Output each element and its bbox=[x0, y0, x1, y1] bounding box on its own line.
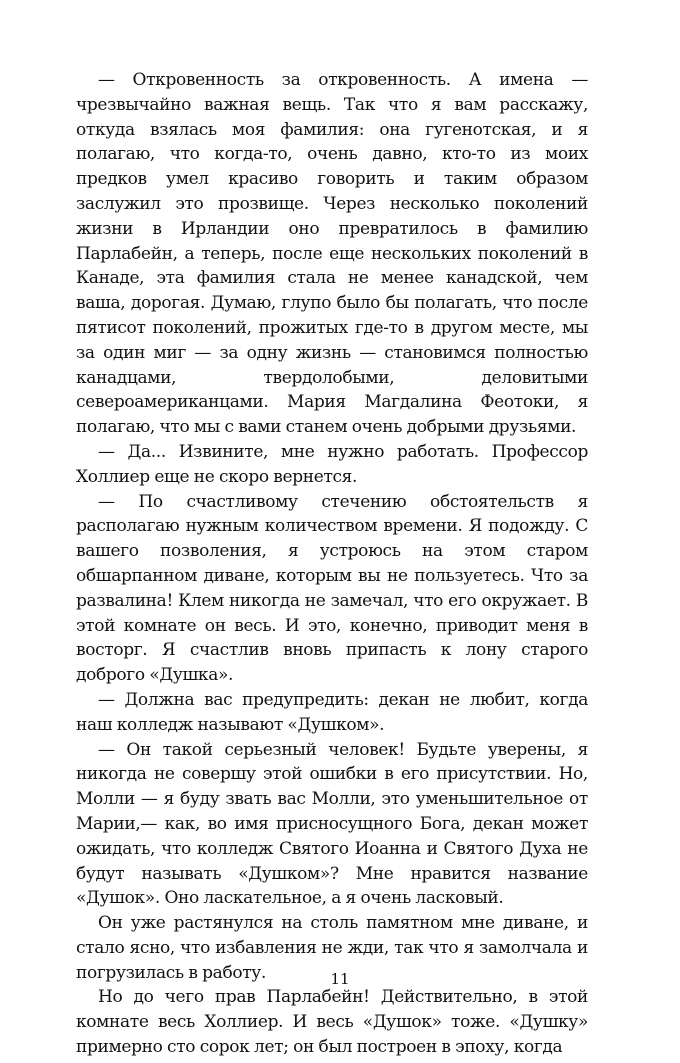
paragraph: Он уже растянулся на столь памятном мне диване, и стало ясно, что избавления не жди, так что я замолчала и погрузилась в работу. bbox=[76, 913, 588, 983]
page-body bbox=[76, 68, 588, 1060]
paragraph: Но до чего прав Парлабейн! Действительно, в этой комнате весь Холлиер. И весь «Душок» тоже. «Душку» примерно сто сорок лет; он был построен в эпоху, когда bbox=[76, 987, 588, 1058]
paragraph: — Да... Извините, мне нужно работать. Профессор Холлиер еще не скоро вернется. bbox=[76, 441, 588, 487]
paragraph: — Откровенность за откровенность. А имена — чрезвычайно важная вещь. Так что я вам расскажу, откуда взялась моя фамилия: она гугенотская, и я полагаю, что когда-то, очень давно, кто-то из моих предков умел красиво говорить и таким образом заслужил это прозвище. Через несколько поколений жизни в Ирландии оно превратилось в фамилию Парлабейн, а теперь, после еще нескольких поколений в Канаде, эта фамилия стала не менее канадской, чем ваша, дорогая. Думаю, глупо было бы полагать, что после пятисот поколений, прожитых где-то в другом месте, мы за один миг — за одну жизнь — становимся полностью канадцами, твердолобыми, деловитыми североамериканцами. Мария Магдалина Феотоки, я полагаю, что мы с вами станем очень добрыми друзьями. bbox=[76, 70, 588, 438]
paragraph: — Должна вас предупредить: декан не любит, когда наш колледж называют «Душком». bbox=[76, 689, 588, 735]
paragraph: — Он такой серьезный человек! Будьте уверены, я никогда не совершу этой ошибки в его присутствии. Но, Молли — я буду звать вас Молли, это уменьшительное от Марии,— как, во имя присносущного Бога, декан может ожидать, что колледж Святого Иоанна и Святого Духа не будут называть «Душком»? Мне нравится название «Душок». Оно ласкательное, а я очень ласковый. bbox=[76, 739, 588, 909]
page-number: 11 bbox=[330, 970, 350, 988]
paragraph: — По счастливому стечению обстоятельств я располагаю нужным количеством времени. Я подожду. С вашего позволения, я устроюсь на этом старом обшарпанном диване, которым вы не пользуетесь. Что за развалина! Клем никогда не замечал, что его окружает. В этой комнате он весь. И это, конечно, приводит меня в восторг. Я счастлив вновь припасть к лону старого доброго «Душка». bbox=[76, 491, 588, 686]
